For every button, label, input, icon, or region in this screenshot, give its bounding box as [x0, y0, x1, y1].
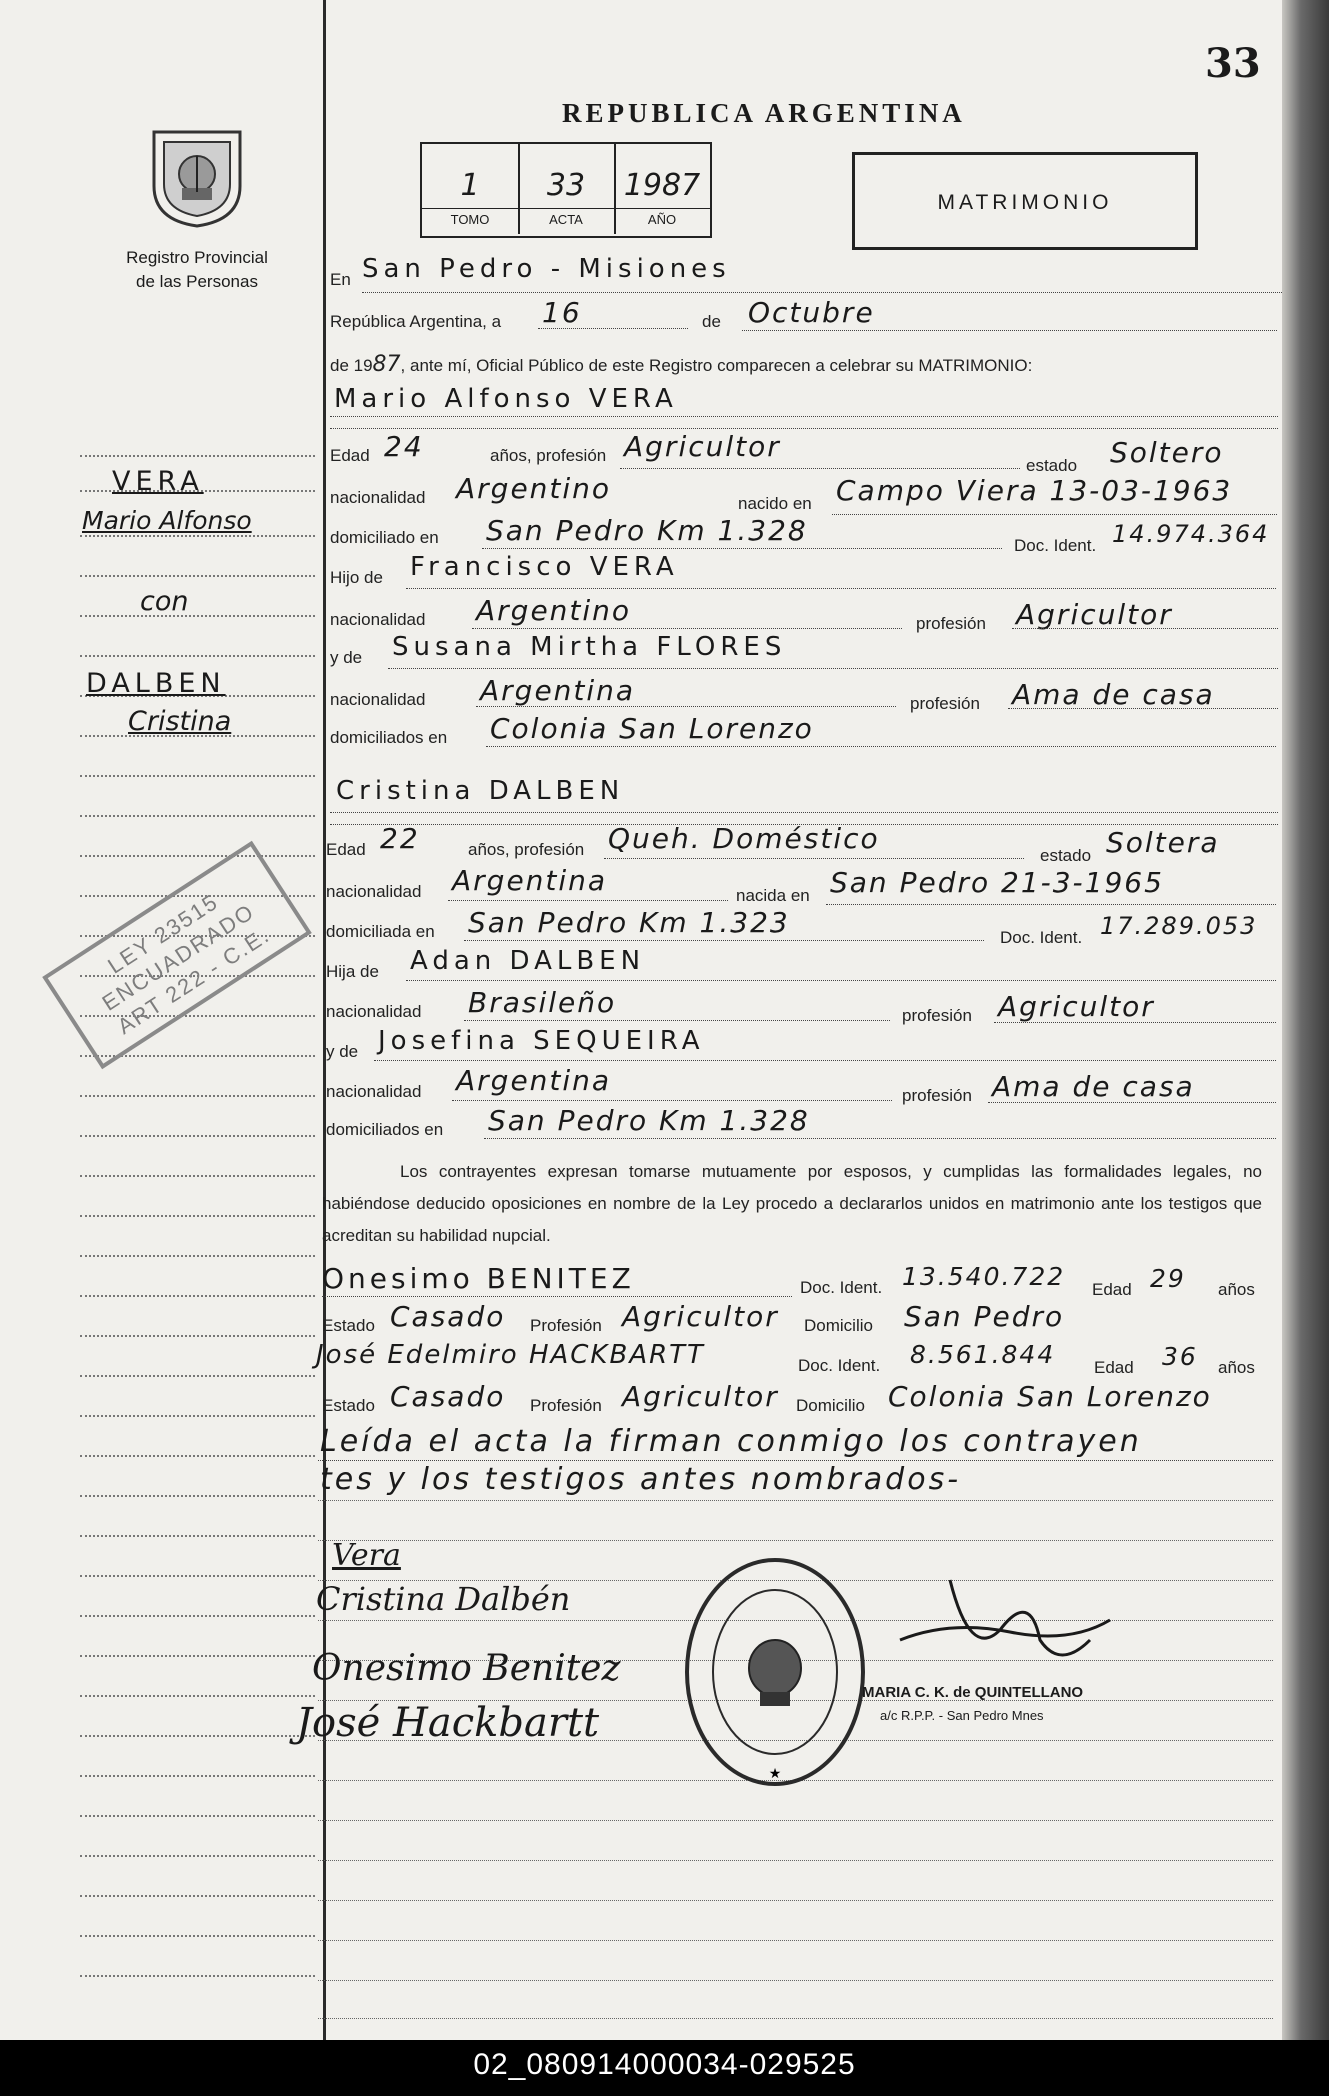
tomo-value: 1 — [460, 168, 480, 203]
groom-profession: Agricultor — [624, 430, 781, 463]
fill-line — [472, 628, 902, 629]
ruled-line — [318, 1540, 1273, 1541]
tomo-cell — [422, 144, 520, 234]
witness1-domicilio: San Pedro — [904, 1300, 1065, 1333]
agency-name — [80, 246, 314, 294]
official-title: a/c R.P.P. - San Pedro Mnes — [880, 1708, 1044, 1723]
margin-line — [80, 1335, 315, 1337]
margin-line — [80, 1975, 315, 1977]
ruled-line — [318, 1900, 1273, 1901]
margin-line — [80, 1815, 315, 1817]
declaration-text: Los contrayentes expresan tomarse mutuamente por esposos, y cumplidas las formalidades legales, no habiéndose deducido oposiciones en nombre de la Ley procedo a declararlos unidos en matrimonio ante los testigos que acreditan su habilidad nupcial. — [322, 1162, 1262, 1245]
groom-age: 24 — [384, 430, 424, 463]
margin-given-1: Mario Alfonso — [82, 506, 252, 535]
fill-line — [486, 746, 1276, 747]
groom-father-profession: Agricultor — [1016, 598, 1173, 631]
bride-edad-label: Edad — [326, 840, 366, 859]
groom-doc-label: Doc. Ident. — [1014, 536, 1097, 555]
margin-surname-1: VERA — [112, 466, 204, 497]
signature-witness1: Onesimo Benitez — [312, 1648, 621, 1689]
fill-line — [994, 1022, 1276, 1023]
groom-address: San Pedro Km 1.328 — [486, 514, 808, 547]
groom-father-nationality: Argentino — [476, 594, 632, 627]
witness2-age: 36 — [1162, 1342, 1198, 1371]
margin-line — [80, 615, 315, 617]
witness1-dom-label: Domicilio — [804, 1316, 873, 1335]
groom-nacido-label: nacido en — [738, 494, 812, 513]
fill-line — [330, 812, 1278, 813]
margin-line — [80, 1895, 315, 1897]
ruled-line — [318, 1860, 1273, 1861]
fill-line — [330, 416, 1278, 417]
witness2-estado-label: Estado — [322, 1396, 375, 1415]
witness2-edad-label: Edad — [1094, 1358, 1134, 1377]
tomo-label: TOMO — [422, 208, 518, 227]
margin-line — [80, 1695, 315, 1697]
groom-mother-prof-label: profesión — [910, 694, 980, 713]
margin-surname-2: DALBEN — [86, 668, 226, 699]
witness2-doc-label: Doc. Ident. — [798, 1356, 881, 1375]
fill-line — [448, 900, 728, 901]
bride-anios-label: años, profesión — [468, 840, 585, 859]
witness2-estado: Casado — [390, 1380, 506, 1413]
bride-estado-label: estado — [1040, 846, 1092, 865]
bride-mother: Josefina SEQUEIRA — [378, 1026, 705, 1056]
bride-dom-label: domiciliada en — [326, 922, 435, 941]
fill-line — [826, 904, 1276, 905]
fill-line — [406, 980, 1276, 981]
groom-yde-label: y de — [330, 648, 363, 667]
fill-line — [484, 1138, 1276, 1139]
month-value: Octubre — [748, 296, 875, 329]
fill-line — [330, 428, 1278, 429]
margin-line — [80, 1855, 315, 1857]
groom-mother: Susana Mirtha FLORES — [392, 632, 787, 662]
groom-mother-profession: Ama de casa — [1012, 678, 1215, 711]
fill-line — [742, 330, 1277, 331]
stamp-ley: LEY 23515 ENCUADRADO ART 222 - C.E. — [42, 841, 312, 1069]
margin-line — [80, 1735, 315, 1737]
fill-line — [322, 1296, 792, 1297]
ruled-line — [318, 1940, 1273, 1941]
witness1-estado: Casado — [390, 1300, 506, 1333]
page-number: 33 — [1205, 40, 1261, 87]
acta-label: ACTA — [518, 208, 614, 227]
margin-line — [80, 1095, 315, 1097]
bride-birthplace: San Pedro 21-3-1965 — [830, 866, 1164, 899]
margin-line — [80, 1575, 315, 1577]
anio-cell — [614, 144, 710, 234]
fill-line — [832, 514, 1277, 515]
record-type-box — [852, 152, 1198, 250]
fill-line — [1012, 628, 1278, 629]
witness1-estado-label: Estado — [322, 1316, 375, 1335]
country-heading: REPUBLICA ARGENTINA — [562, 98, 966, 128]
bride-father-nac-label: nacionalidad — [326, 1002, 422, 1021]
groom-dom-label: domiciliado en — [330, 528, 439, 547]
groom-edad-label: Edad — [330, 446, 370, 465]
bride-nationality: Argentina — [452, 864, 608, 897]
official-seal-icon — [680, 1552, 870, 1792]
witness1-doc-label: Doc. Ident. — [800, 1278, 883, 1297]
anio-label: AÑO — [614, 208, 710, 227]
bride-yde-label: y de — [326, 1042, 359, 1061]
groom-nac-label: nacionalidad — [330, 488, 426, 507]
bride-marital-status: Soltera — [1106, 826, 1220, 859]
witness1-name: Onesimo BENITEZ — [322, 1262, 635, 1295]
margin-connector: con — [140, 586, 189, 617]
groom-hijo-label: Hijo de — [330, 568, 383, 587]
witness1-edad-label: Edad — [1092, 1280, 1132, 1299]
margin-line — [80, 775, 315, 777]
official-name: MARIA C. K. de QUINTELLANO — [862, 1684, 1084, 1701]
book-edge — [1282, 0, 1329, 2040]
year-prefix — [330, 352, 1032, 377]
fill-line — [620, 468, 1020, 469]
bride-father-prof-label: profesión — [902, 1006, 972, 1025]
fill-line — [538, 328, 688, 329]
groom-estado-label: estado — [1026, 456, 1078, 475]
bride-nacida-label: nacida en — [736, 886, 810, 905]
witness2-dom-label: Domicilio — [796, 1396, 865, 1415]
margin-line — [80, 855, 315, 857]
margin-line — [80, 1535, 315, 1537]
ruled-line — [318, 1820, 1273, 1821]
ruled-line — [318, 2018, 1273, 2019]
acta-cell — [518, 144, 616, 234]
fill-line — [482, 548, 1002, 549]
witness2-domicilio: Colonia San Lorenzo — [888, 1380, 1212, 1413]
margin-line — [80, 1255, 315, 1257]
groom-father: Francisco VERA — [410, 552, 679, 582]
year-suffix-value: 87 — [372, 352, 401, 377]
bride-doc: 17.289.053 — [1100, 912, 1258, 940]
fill-line — [464, 1020, 890, 1021]
margin-line — [80, 815, 315, 817]
margin-line — [80, 535, 315, 537]
bride-hija-label: Hija de — [326, 962, 379, 981]
official-signature-icon — [890, 1560, 1120, 1680]
signature-bride: Cristina Dalbén — [316, 1580, 571, 1618]
ruled-line — [318, 1980, 1273, 1981]
margin-given-2: Cristina — [128, 706, 232, 737]
witness1-profession: Agricultor — [622, 1300, 779, 1333]
fill-line — [362, 292, 1282, 293]
margin-line — [80, 575, 315, 577]
bride-father: Adan DALBEN — [410, 946, 646, 976]
year-prefix-text: de 19 — [330, 356, 373, 375]
bride-father-nationality: Brasileño — [468, 986, 617, 1019]
volume-box — [420, 142, 712, 238]
fill-line — [452, 1100, 892, 1101]
agency-name-line2: de las Personas — [136, 272, 258, 291]
en-label: En — [330, 270, 351, 289]
witness2-doc: 8.561.844 — [910, 1340, 1056, 1369]
witness2-profession: Agricultor — [622, 1380, 779, 1413]
bride-parents-dom-label: domiciliados en — [326, 1120, 444, 1139]
groom-doc: 14.974.364 — [1112, 520, 1270, 548]
appear-text: , ante mí, Oficial Público de este Registro comparecen a celebrar su MATRIMONIO: — [400, 356, 1033, 375]
fill-line — [1008, 708, 1278, 709]
groom-nationality: Argentino — [456, 472, 612, 505]
groom-birthplace: Campo Viera 13-03-1963 — [836, 474, 1233, 507]
bride-mother-nac-label: nacionalidad — [326, 1082, 422, 1101]
republica-label: República Argentina, a — [330, 312, 502, 331]
fill-line — [988, 1102, 1276, 1103]
margin-line — [80, 1655, 315, 1657]
fill-line — [464, 940, 984, 941]
groom-marital-status: Soltero — [1110, 436, 1224, 469]
groom-anios-label: años, profesión — [490, 446, 607, 465]
fill-line — [388, 668, 1278, 669]
margin-line — [80, 1615, 315, 1617]
groom-father-prof-label: profesión — [916, 614, 986, 633]
province-seal-icon — [146, 124, 248, 230]
signature-witness2: José Hackbartt — [296, 1700, 600, 1746]
fill-line — [604, 858, 1024, 859]
bride-mother-nationality: Argentina — [456, 1064, 612, 1097]
agency-name-line1: Registro Provincial — [126, 248, 268, 267]
anio-value: 1987 — [623, 168, 701, 203]
fill-line — [318, 1460, 1273, 1461]
margin-line — [80, 1415, 315, 1417]
bride-address: San Pedro Km 1.323 — [468, 906, 790, 939]
fill-line — [406, 588, 1276, 589]
svg-text:★: ★ — [768, 1765, 782, 1781]
bride-doc-label: Doc. Ident. — [1000, 928, 1083, 947]
margin-line — [80, 1375, 315, 1377]
acta-value: 33 — [546, 168, 586, 203]
margin-line — [80, 1135, 315, 1137]
groom-mother-nationality: Argentina — [480, 674, 636, 707]
fill-line — [476, 706, 896, 707]
margin-line — [80, 455, 315, 457]
bride-name: Cristina DALBEN — [336, 776, 625, 806]
witness2-name: José Edelmiro HACKBARTT — [316, 1340, 705, 1370]
witness2-anios-label: años — [1218, 1358, 1255, 1377]
witness1-age: 29 — [1150, 1264, 1186, 1293]
bride-father-profession: Agricultor — [998, 990, 1155, 1023]
record-type-label: MATRIMONIO — [937, 191, 1113, 214]
witness2-prof-label: Profesión — [530, 1396, 602, 1415]
margin-line — [80, 1775, 315, 1777]
bride-mother-profession: Ama de casa — [992, 1070, 1195, 1103]
bride-mother-prof-label: profesión — [902, 1086, 972, 1105]
groom-name: Mario Alfonso VERA — [334, 384, 678, 414]
groom-father-nac-label: nacionalidad — [330, 610, 426, 629]
bride-age: 22 — [380, 822, 420, 855]
margin-line — [80, 1215, 315, 1217]
witness1-anios-label: años — [1218, 1280, 1255, 1299]
margin-line — [80, 1495, 315, 1497]
place-value: San Pedro - Misiones — [362, 254, 731, 284]
fill-line — [374, 1060, 1276, 1061]
closing-line-2: tes y los testigos antes nombrados- — [320, 1462, 962, 1497]
witness1-doc: 13.540.722 — [902, 1262, 1066, 1291]
margin-line — [80, 1175, 315, 1177]
bride-nac-label: nacionalidad — [326, 882, 422, 901]
closing-line-1: Leída el acta la firman conmigo los contrayen — [320, 1424, 1142, 1459]
day-value: 16 — [542, 296, 582, 329]
margin-line — [80, 1935, 315, 1937]
ruled-line — [318, 1500, 1273, 1501]
bride-parents-address: San Pedro Km 1.328 — [488, 1104, 810, 1137]
de-label: de — [702, 312, 721, 331]
groom-mother-nac-label: nacionalidad — [330, 690, 426, 709]
margin-line — [80, 1455, 315, 1457]
margin-line — [80, 655, 315, 657]
groom-parents-dom-label: domiciliados en — [330, 728, 448, 747]
margin-line — [80, 1295, 315, 1297]
witness1-prof-label: Profesión — [530, 1316, 602, 1335]
bride-profession: Queh. Doméstico — [608, 822, 880, 855]
signature-groom: Vera — [332, 1538, 401, 1573]
document-id: 02_080914000034-029525 — [473, 2048, 856, 2081]
groom-parents-address: Colonia San Lorenzo — [490, 712, 814, 745]
